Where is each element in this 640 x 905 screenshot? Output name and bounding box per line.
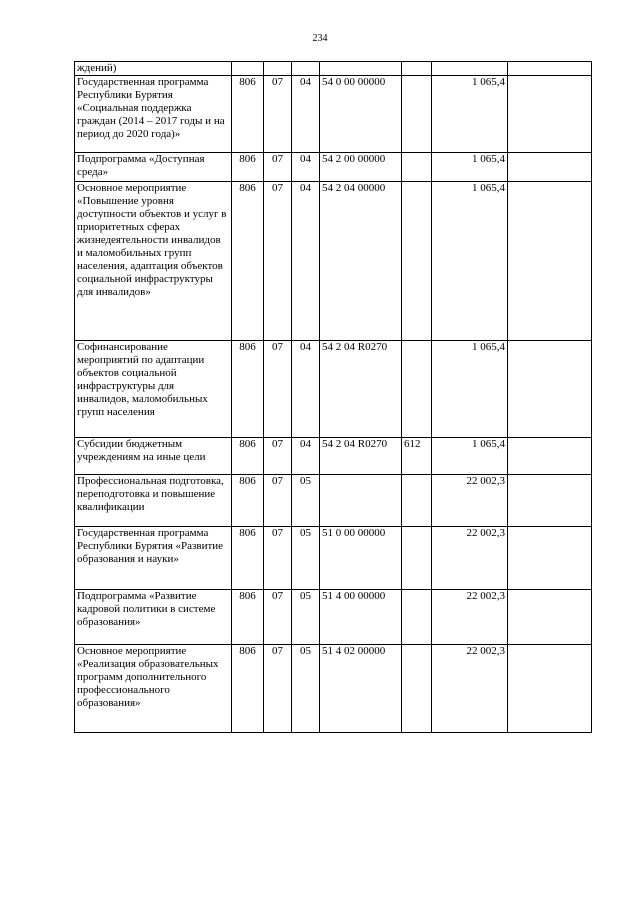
extra-cell	[508, 645, 592, 733]
amount: 22 002,3	[432, 527, 508, 590]
page-number: 234	[312, 33, 328, 44]
row-name: Государственная программа Республики Бурятия «Развитие образования и науки»	[75, 527, 232, 590]
amount: 1 065,4	[432, 182, 508, 341]
section-code: 07	[264, 590, 292, 645]
ministry-code: 806	[232, 76, 264, 153]
row-name: Государственная программа Республики Бурятия «Социальная поддержка граждан (2014 – 2017 годы и на период до 2020 года)»	[75, 76, 232, 153]
target-code: 54 2 04 R0270	[320, 341, 402, 438]
section-code: 07	[264, 76, 292, 153]
ministry-code: 806	[232, 341, 264, 438]
row-name: Профессиональная подготовка, переподготовка и повышение квалификации	[75, 475, 232, 527]
expense-type-code: 612	[402, 438, 432, 475]
expense-type-code	[402, 527, 432, 590]
subsection-code: 04	[292, 76, 320, 153]
extra-cell	[508, 341, 592, 438]
row-name: Софинансирование мероприятий по адаптации объектов социальной инфраструктуры для инвалидов, маломобильных групп населения	[75, 341, 232, 438]
target-code: 51 4 02 00000	[320, 645, 402, 733]
row-name: ждений)	[75, 62, 232, 76]
extra-cell	[508, 76, 592, 153]
budget-table	[74, 61, 592, 733]
ministry-code: 806	[232, 590, 264, 645]
row-name: Подпрограмма «Доступная среда»	[75, 153, 232, 182]
expense-type-code	[402, 153, 432, 182]
ministry-code: 806	[232, 182, 264, 341]
subsection-code: 05	[292, 475, 320, 527]
target-code: 51 0 00 00000	[320, 527, 402, 590]
ministry-code: 806	[232, 475, 264, 527]
subsection-code: 05	[292, 590, 320, 645]
amount: 1 065,4	[432, 438, 508, 475]
subsection-code: 05	[292, 527, 320, 590]
amount: 22 002,3	[432, 475, 508, 527]
ministry-code: 806	[232, 527, 264, 590]
table-row	[75, 438, 592, 475]
extra-cell	[508, 62, 592, 76]
table-row	[75, 182, 592, 341]
expense-type-code	[402, 62, 432, 76]
subsection-code: 04	[292, 438, 320, 475]
amount: 1 065,4	[432, 76, 508, 153]
table-row	[75, 527, 592, 590]
target-code	[320, 475, 402, 527]
subsection-code: 04	[292, 153, 320, 182]
amount: 1 065,4	[432, 341, 508, 438]
table-row	[75, 76, 592, 153]
extra-cell	[508, 182, 592, 341]
row-name: Субсидии бюджетным учреждениям на иные цели	[75, 438, 232, 475]
amount: 22 002,3	[432, 645, 508, 733]
expense-type-code	[402, 590, 432, 645]
table-row	[75, 590, 592, 645]
section-code: 07	[264, 475, 292, 527]
target-code: 54 0 00 00000	[320, 76, 402, 153]
expense-type-code	[402, 182, 432, 341]
target-code: 51 4 00 00000	[320, 590, 402, 645]
section-code: 07	[264, 182, 292, 341]
row-name: Подпрограмма «Развитие кадровой политики в системе образования»	[75, 590, 232, 645]
table-row	[75, 341, 592, 438]
amount: 1 065,4	[432, 153, 508, 182]
expense-type-code	[402, 76, 432, 153]
ministry-code: 806	[232, 645, 264, 733]
subsection-code	[292, 62, 320, 76]
amount	[432, 62, 508, 76]
section-code: 07	[264, 153, 292, 182]
expense-type-code	[402, 341, 432, 438]
ministry-code: 806	[232, 153, 264, 182]
target-code: 54 2 00 00000	[320, 153, 402, 182]
target-code: 54 2 04 00000	[320, 182, 402, 341]
section-code: 07	[264, 645, 292, 733]
extra-cell	[508, 590, 592, 645]
subsection-code: 04	[292, 182, 320, 341]
table-row	[75, 62, 592, 76]
ministry-code	[232, 62, 264, 76]
row-name: Основное мероприятие «Реализация образовательных программ дополнительного профессионального образования»	[75, 645, 232, 733]
table-row	[75, 153, 592, 182]
amount: 22 002,3	[432, 590, 508, 645]
section-code: 07	[264, 341, 292, 438]
extra-cell	[508, 527, 592, 590]
section-code: 07	[264, 438, 292, 475]
section-code	[264, 62, 292, 76]
section-code: 07	[264, 527, 292, 590]
subsection-code: 04	[292, 341, 320, 438]
ministry-code: 806	[232, 438, 264, 475]
expense-type-code	[402, 645, 432, 733]
target-code	[320, 62, 402, 76]
subsection-code: 05	[292, 645, 320, 733]
extra-cell	[508, 438, 592, 475]
expense-type-code	[402, 475, 432, 527]
row-name: Основное мероприятие «Повышение уровня доступности объектов и услуг в приоритетных сферах жизнедеятельности инвалидов и маломобильных групп населения, адаптация объектов социальной инфраструктуры для инвалидов»	[75, 182, 232, 341]
extra-cell	[508, 475, 592, 527]
table-row	[75, 475, 592, 527]
table-row	[75, 645, 592, 733]
extra-cell	[508, 153, 592, 182]
target-code: 54 2 04 R0270	[320, 438, 402, 475]
